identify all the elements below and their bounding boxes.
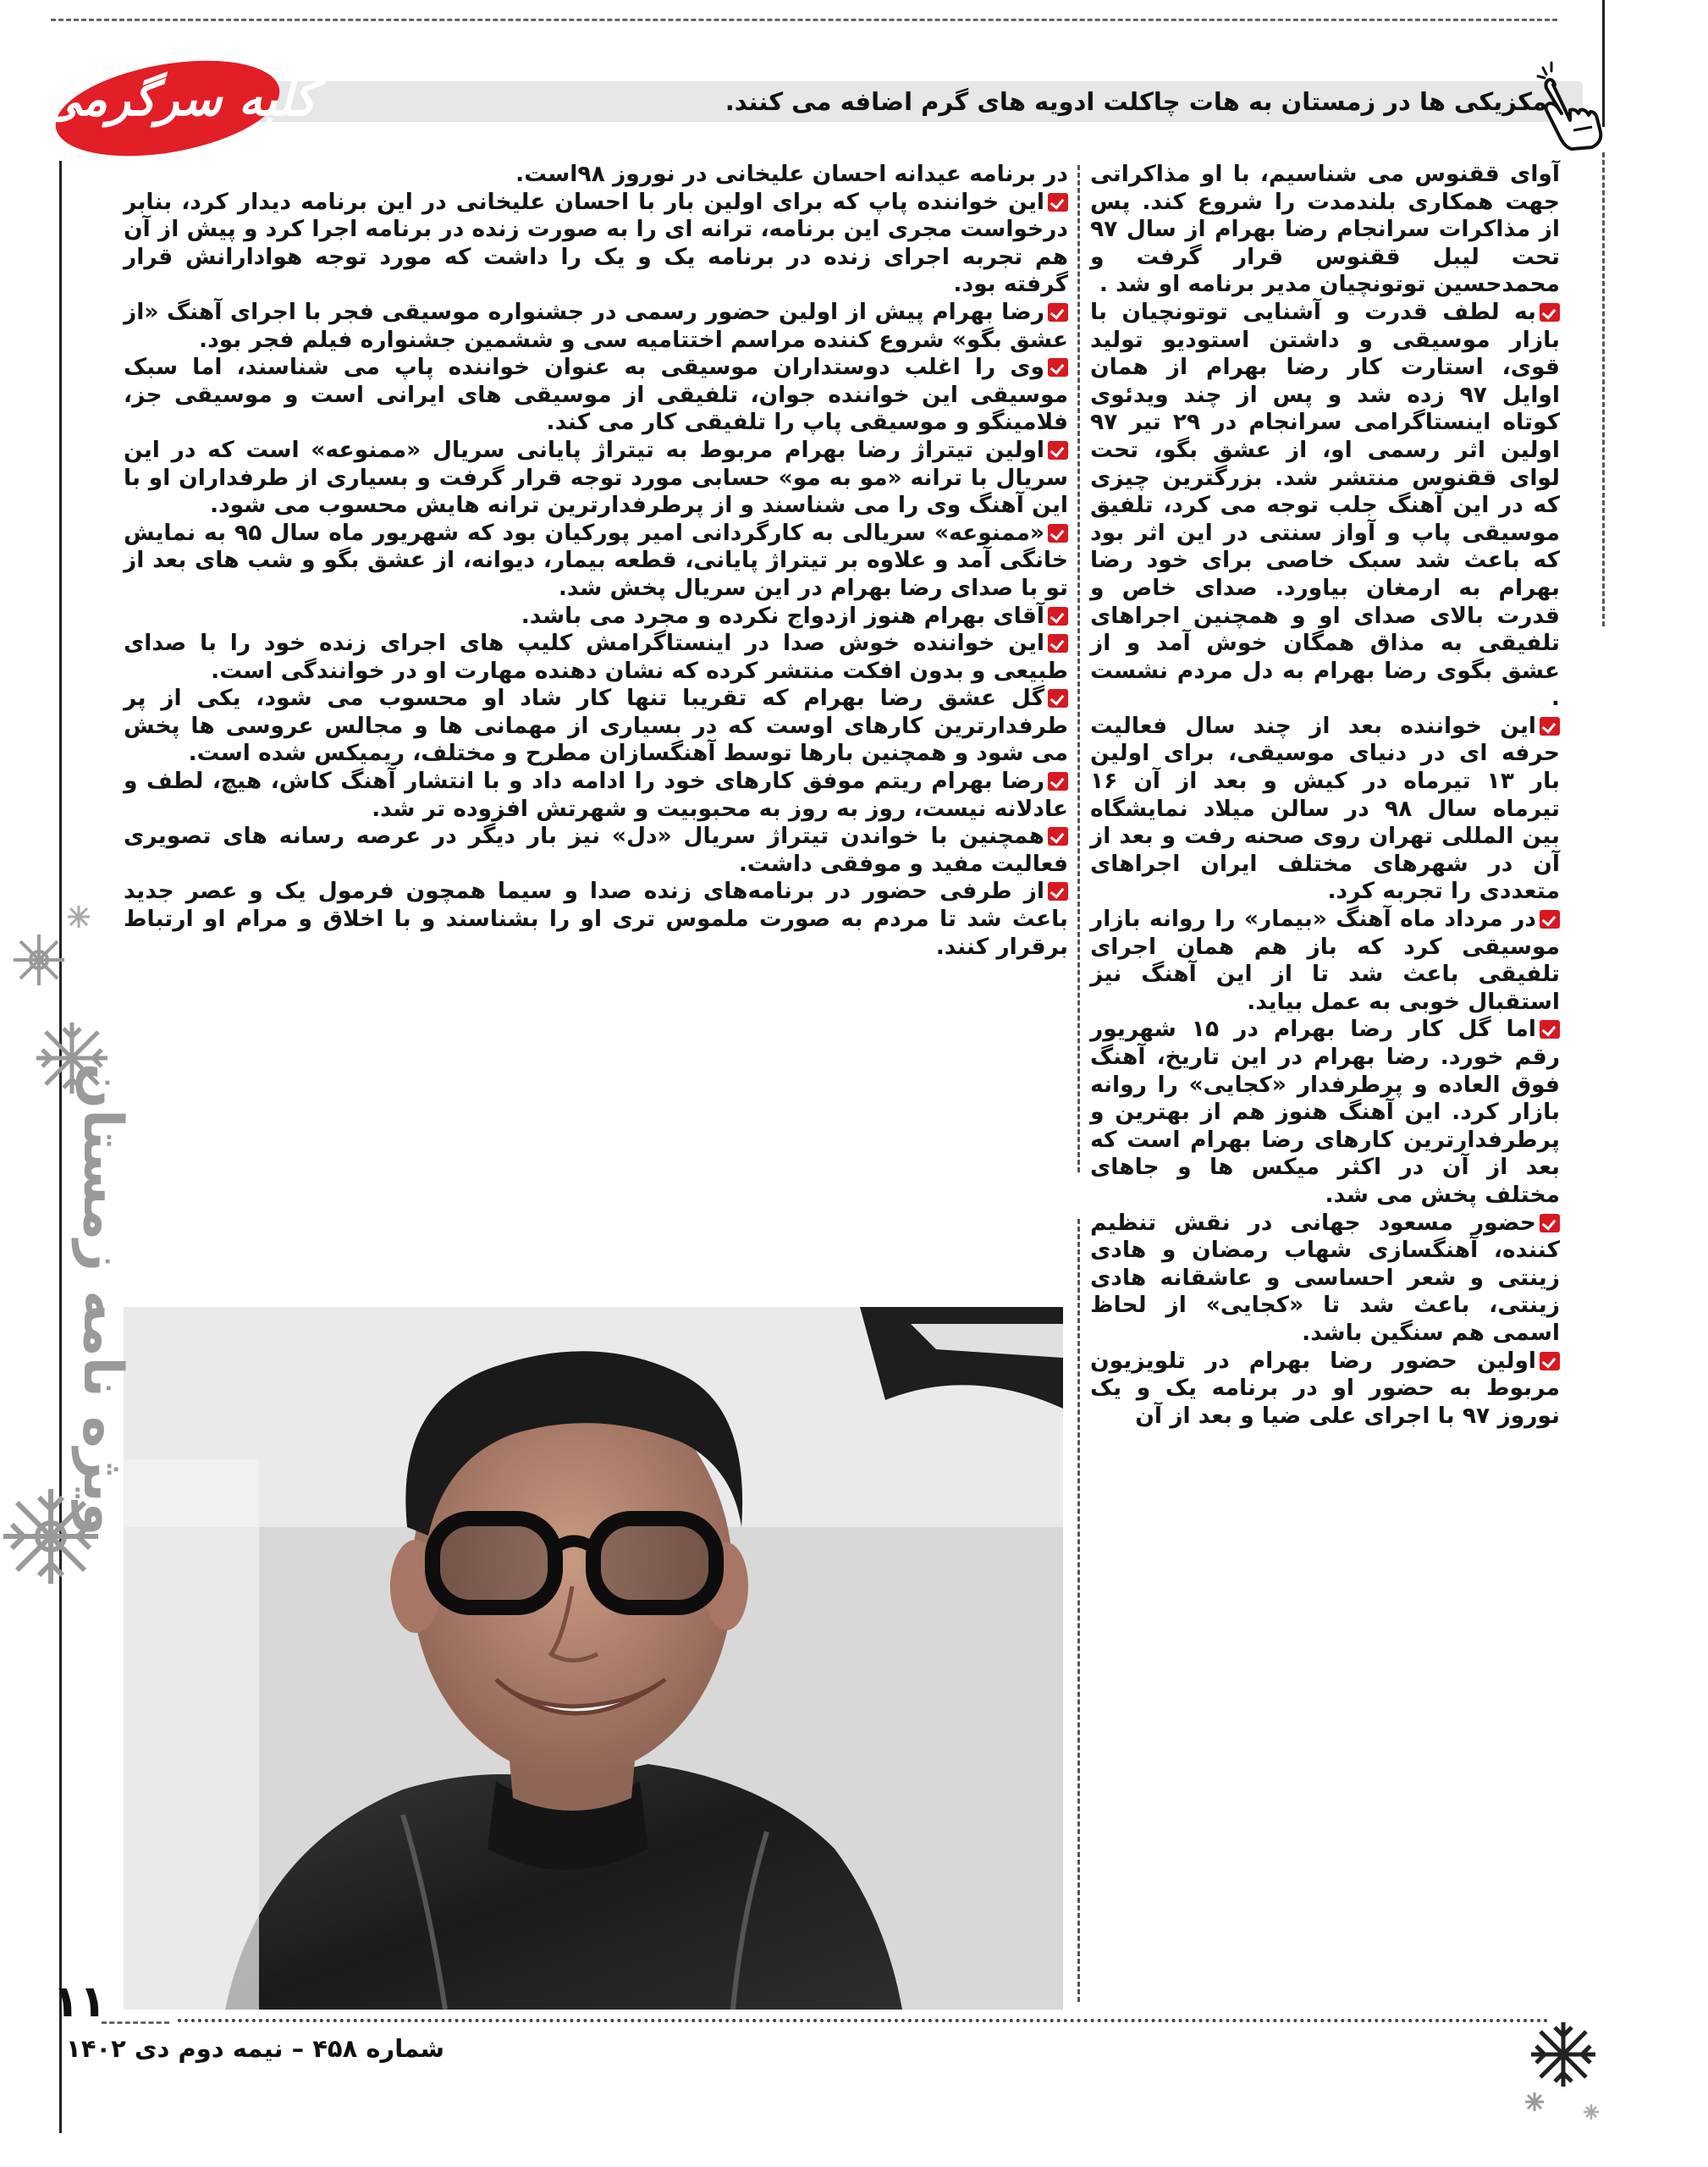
check-mark-icon bbox=[1540, 1352, 1560, 1370]
paragraph bbox=[1090, 1016, 1560, 1209]
paragraph-text: حضور مسعود جهانی در نقش تنظیم کننده، آهنگسازی شهاب رمضان و هادی زینتی و شعر احساسی و عاشقانه هادی زینتی، باعث شد تا «کجایی» از لحاظ اسمی هم سنگین باشد. bbox=[1090, 1209, 1560, 1346]
check-mark-icon bbox=[1048, 634, 1068, 653]
check-mark-icon bbox=[1540, 717, 1560, 736]
paragraph bbox=[124, 189, 1068, 299]
paragraph-text: در مرداد ماه آهنگ «بیمار» را روانه بازار موسیقی کرد که باز هم همان اجرای تلفیقی باعث شد تا از این آهنگ نیز استقبال خوبی به عمل بیاید. bbox=[1090, 906, 1560, 1015]
paragraph-text: وی را اغلب دوستداران موسیقی به عنوان خواننده پاپ می شناسند، اما سبک موسیقی این خواننده جوان، تلفیقی از موسیقی های ایرانی است و موسیقی جز، فلامینگو و موسیقی پاپ را تلفیقی کار می کند. bbox=[124, 354, 1068, 436]
logo-text: کلبه سرگرمی bbox=[42, 71, 317, 127]
paragraph-text: اولین تیتراژ رضا بهرام مربوط به تیتراژ پایانی سریال «ممنوعه» است که در این سریال با ترانه «مو به مو» حسابی مورد توجه قرار گرفت و بسیاری از طرفداران او با این آهنگ وی را می شناسند و از پرطرفدارترین ترانه هایش محسوب می شود. bbox=[124, 436, 1068, 519]
paragraph bbox=[124, 520, 1068, 603]
snowflake-icon-tiny-2 bbox=[1583, 2104, 1600, 2120]
paragraph-text: رضا بهرام پیش از اولین حضور رسمی در جشنواره موسیقی فجر با اجرای آهنگ «از عشق بگو» شروع کننده مراسم اختتامیه سی و ششمین جشنواره فیلم فجر بود. bbox=[124, 298, 1068, 353]
paragraph-text: از طرفی حضور در برنامه‌های زنده صدا و سیما همچون فرمول یک و عصر جدید باعث شد تا مردم به صورت ملموس تری او را بشناسند و با اخلاق و مرام او ارتباط برقرار کنند. bbox=[124, 878, 1068, 960]
portrait-illustration bbox=[124, 1307, 1063, 2010]
check-mark-icon bbox=[1540, 1214, 1560, 1232]
right-dashed-margin bbox=[1602, 152, 1605, 626]
snowflake-icon-small bbox=[66, 904, 91, 929]
issue-info: شماره ۴۵۸ – نیمه دوم دی ۱۴۰۲ bbox=[66, 2034, 445, 2063]
snowflake-icon-tiny bbox=[1523, 2091, 1545, 2113]
paragraph-text: همچنین با خواندن تیتراژ سریال «دل» نیز بار دیگر در عرصه رسانه های تصویری فعالیت مفید و موفقی داشت. bbox=[124, 823, 1068, 877]
paragraph bbox=[124, 878, 1068, 961]
paragraph bbox=[1090, 1348, 1560, 1431]
check-mark-icon bbox=[1048, 524, 1068, 543]
paragraph bbox=[1090, 299, 1560, 713]
paragraph bbox=[124, 768, 1068, 823]
check-mark-icon bbox=[1048, 607, 1068, 626]
check-mark-icon bbox=[1048, 689, 1068, 708]
left-column bbox=[124, 161, 1068, 961]
check-mark-icon bbox=[1540, 910, 1560, 929]
bottom-dotted-rule bbox=[178, 2019, 1549, 2022]
paragraph bbox=[124, 630, 1068, 685]
paragraph-text: آقای بهرام هنوز ازدواج نکرده و مجرد می باشد. bbox=[521, 602, 1044, 629]
paragraph-text: این خواننده پاپ که برای اولین بار با احسان علیخانی در این برنامه دیدار کرد، بنابر درخواست مجری این برنامه، ترانه ای را به صورت زنده در برنامه اجرا کرد و پیش از آن هم تجربه اجرای زنده در برنامه یک و یک را داشت که مورد توجه هوادارانش قرار گرفته بود. bbox=[124, 188, 1068, 298]
page-number: ۱۱ bbox=[52, 1977, 107, 2027]
paragraph-text: اولین حضور رضا بهرام در تلویزیون مربوط به حضور او در برنامه یک و یک نوروز ۹۷ با اجرای علی ضیا و بعد از آن bbox=[1090, 1347, 1560, 1429]
paragraph-text: در برنامه عیدانه احسان علیخانی در نوروز ۹۸است. bbox=[515, 161, 1068, 187]
top-dashed-rule bbox=[51, 19, 1557, 21]
paragraph-text: گل عشق رضا بهرام که تقریبا تنها کار شاد او محسوب می شود، یکی از پر طرفدارترین کارهای اوست که در بسیاری از مهمانی ها و مجالس عروسی ها پخش می شود و همچنین بارها توسط آهنگسازان مطرح و مختلف، ریمیکس شده است. bbox=[124, 685, 1068, 767]
paragraph-text: رضا بهرام ریتم موفق کارهای خود را ادامه داد و با انتشار آهنگ کاش، هیچ، لطف و عادلانه نیست، روز به روز به محبوبیت و شهرتش افزوده تر شد. bbox=[124, 768, 1068, 822]
paragraph bbox=[1090, 1210, 1560, 1348]
check-mark-icon bbox=[1048, 441, 1068, 460]
kolbe-logo bbox=[42, 59, 317, 157]
paragraph-text: به لطف قدرت و آشنایی توتونچیان با بازار موسیقی و داشتن استودیو تولید قوی، استارت کار رضا بهرام از همان اوایل ۹۷ زده شد و پس از چند ویدئوی کوتاه اینستاگرامی سرانجام در ۲۹ تیر ۹۷ اولین اثر رسمی او، از عشق بگو، تحت لوای ققنوس منتشر شد. بزرگترین چیزی که در این آهنگ جلب توجه می کرد، تلفیق موسیقی پاپ و آواز سنتی در این اثر بود که باعث شد سبک خاصی برای خود رضا بهرام به ارمغان بیاورد. صدای خاص و قدرت بالای صدای او و همچنین اجراهای تلفیقی به مذاق همگان خوش آمد و از عشق بگوی رضا بهرام به دل مردم نشست . bbox=[1090, 298, 1560, 712]
bottom-dashed-rule bbox=[102, 2021, 169, 2024]
paragraph-text: اما گل کار رضا بهرام در ۱۵ شهریور رقم خورد. رضا بهرام در این تاریخ، آهنگ فوق العاده و پرطرفدار «کجایی» را روانه بازار کرد. این آهنگ هنوز هم از بهترین و پرطرفدارترین کارهای رضا بهرام است که بعد از آن در اکثر میکس ها و جاهای مختلف پخش می شد. bbox=[1090, 1016, 1560, 1208]
paragraph bbox=[124, 823, 1068, 878]
paragraph bbox=[124, 161, 1068, 189]
check-mark-icon bbox=[1048, 772, 1068, 791]
check-mark-icon bbox=[1540, 303, 1560, 322]
paragraph-text: آوای ققنوس می شناسیم، با او مذاکراتی جهت همکاری بلندمدت را شروع کند. پس از مذاکرات سرانجام رضا بهرام از سال ۹۷ تحت لیبل ققنوس قرار گرفت و محمدحسین توتونچیان مدیر برنامه او شد . bbox=[1090, 161, 1560, 298]
paragraph bbox=[124, 354, 1068, 437]
check-mark-icon bbox=[1048, 882, 1068, 901]
check-mark-icon bbox=[1048, 827, 1068, 846]
column-separator-1 bbox=[1077, 165, 1080, 1172]
paragraph bbox=[124, 437, 1068, 520]
check-mark-icon bbox=[1048, 358, 1068, 377]
paragraph-text: این خواننده بعد از چند سال فعالیت حرفه ای در دنیای موسیقی، برای اولین بار ۱۳ تیرماه در کیش و بعد از آن ۱۶ تیرماه سال ۹۸ در سالن میلاد نمایشگاه بین المللی تهران روی صحنه رفت و بعد از آن در شهرهای مختلف ایران اجراهای متعددی را تجربه کرد. bbox=[1090, 712, 1560, 905]
column-separator-2 bbox=[1077, 1219, 1080, 2002]
paragraph bbox=[124, 299, 1068, 354]
pointing-hand-icon bbox=[1536, 59, 1604, 152]
paragraph bbox=[1090, 713, 1560, 906]
right-column bbox=[1090, 161, 1560, 1430]
paragraph bbox=[124, 603, 1068, 631]
snowflake-icon-bottom-right bbox=[1528, 2019, 1599, 2090]
side-title bbox=[34, 1028, 135, 1570]
paragraph bbox=[1090, 906, 1560, 1016]
check-mark-icon bbox=[1048, 303, 1068, 322]
check-mark-icon bbox=[1048, 193, 1068, 212]
snowflake-icon-medium bbox=[12, 933, 66, 987]
side-title-text: ویژه نامه زمستان bbox=[71, 1062, 134, 1536]
portrait-photo bbox=[124, 1307, 1063, 2010]
paragraph-text: این خواننده خوش صدا در اینستاگرامش کلیپ های اجرای زنده خود را با صدای طبیعی و بدون افکت منتشر کرده که نشان دهنده مهارت او در خوانندگی است. bbox=[124, 630, 1068, 684]
paragraph-text: «ممنوعه» سریالی به کارگردانی امیر پورکیان بود که شهریور ماه سال ۹۵ به نمایش خانگی آمد و علاوه بر تیتراژ پایانی، قطعه بیمار، دیوانه، از عشق بگو و شب های بعد از تو با صدای رضا بهرام در این سریال پخش شد. bbox=[124, 519, 1068, 601]
check-mark-icon bbox=[1540, 1020, 1560, 1039]
paragraph bbox=[1090, 161, 1560, 299]
paragraph bbox=[124, 685, 1068, 768]
header-fact: مکزیکی ها در زمستان به هات چاکلت ادویه های گرم اضافه می کنند. bbox=[725, 87, 1547, 116]
